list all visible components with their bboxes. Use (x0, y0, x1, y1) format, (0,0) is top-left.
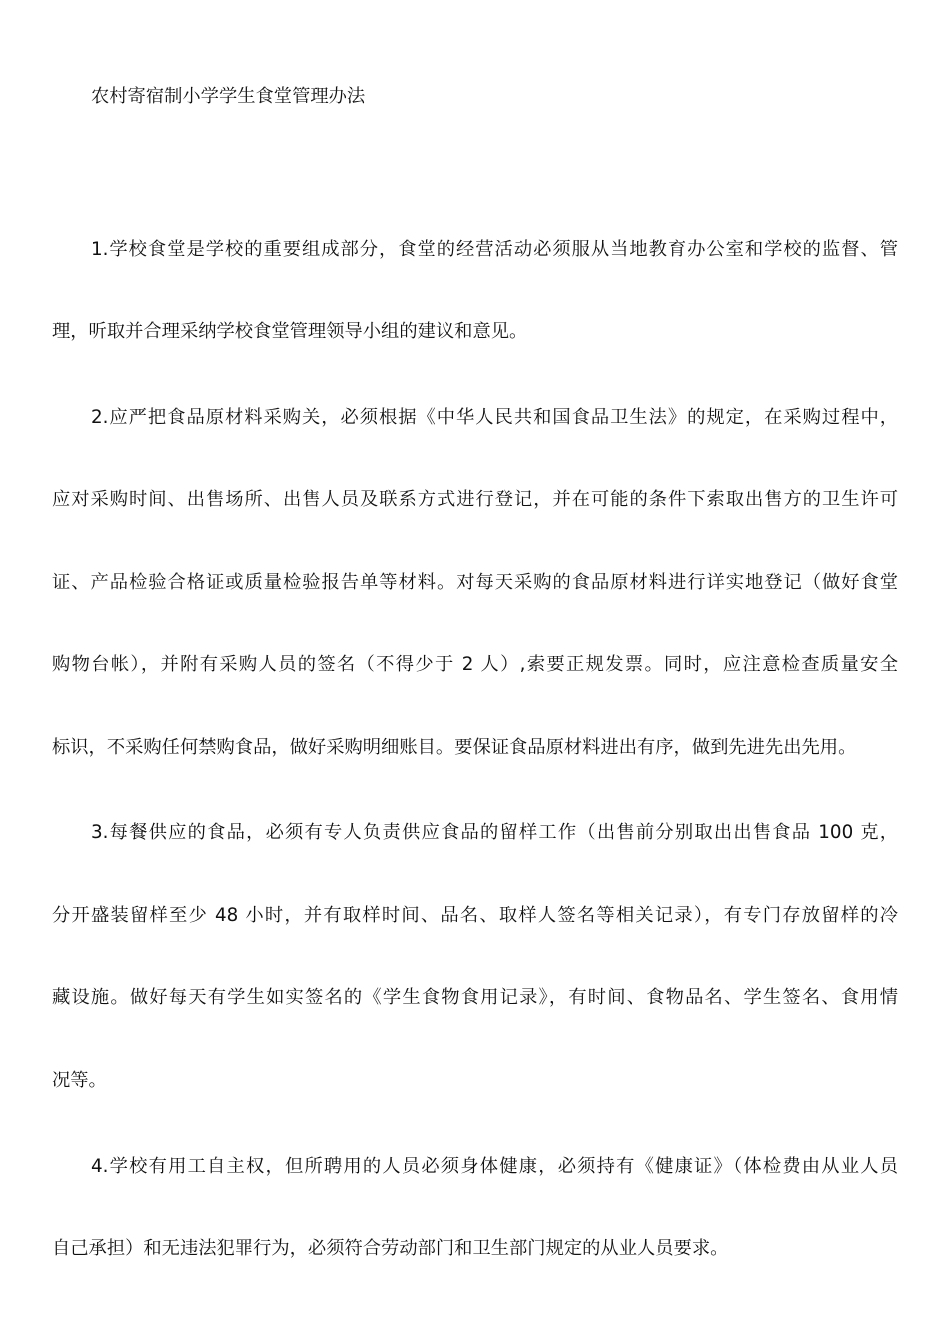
paragraph-4-line-1: 4.学校有用工自主权，但所聘用的人员必须身体健康，必须持有《健康证》（体检费由从业人员 (91, 1156, 898, 1177)
paragraph-2-line-2: 应对采购时间、出售场所、出售人员及联系方式进行登记，并在可能的条件下索取出售方的卫生许可 (52, 489, 898, 510)
paragraph-3-line-2: 分开盛装留样至少 48 小时，并有取样时间、品名、取样人签名等相关记录），有专门存放留样的冷 (52, 905, 898, 926)
paragraph-2-line-4: 购物台帐），并附有采购人员的签名（不得少于 2 人）,索要正规发票。同时，应注意检查质量安全 (52, 654, 898, 675)
document-title: 农村寄宿制小学学生食堂管理办法 (91, 86, 366, 107)
paragraph-2-line-1: 2.应严把食品原材料采购关，必须根据《中华人民共和国食品卫生法》的规定，在采购过程中， (91, 407, 898, 428)
paragraph-3-line-1: 3.每餐供应的食品，必须有专人负责供应食品的留样工作（出售前分别取出出售食品 100 克， (91, 822, 898, 843)
paragraph-4-line-2: 自己承担）和无违法犯罪行为，必须符合劳动部门和卫生部门规定的从业人员要求。 (52, 1238, 729, 1259)
paragraph-3-line-4: 况等。 (52, 1070, 107, 1091)
paragraph-1-line-2: 理，听取并合理采纳学校食堂管理领导小组的建议和意见。 (52, 321, 528, 342)
paragraph-3-line-3: 藏设施。做好每天有学生如实签名的《学生食物食用记录》，有时间、食物品名、学生签名、食用情 (52, 987, 898, 1008)
paragraph-2-line-5: 标识，不采购任何禁购食品，做好采购明细账目。要保证食品原材料进出有序，做到先进先出先用。 (52, 737, 857, 758)
paragraph-2-line-3: 证、产品检验合格证或质量检验报告单等材料。对每天采购的食品原材料进行详实地登记（做好食堂 (52, 572, 898, 593)
paragraph-1-line-1: 1.学校食堂是学校的重要组成部分，食堂的经营活动必须服从当地教育办公室和学校的监督、管 (91, 239, 898, 260)
